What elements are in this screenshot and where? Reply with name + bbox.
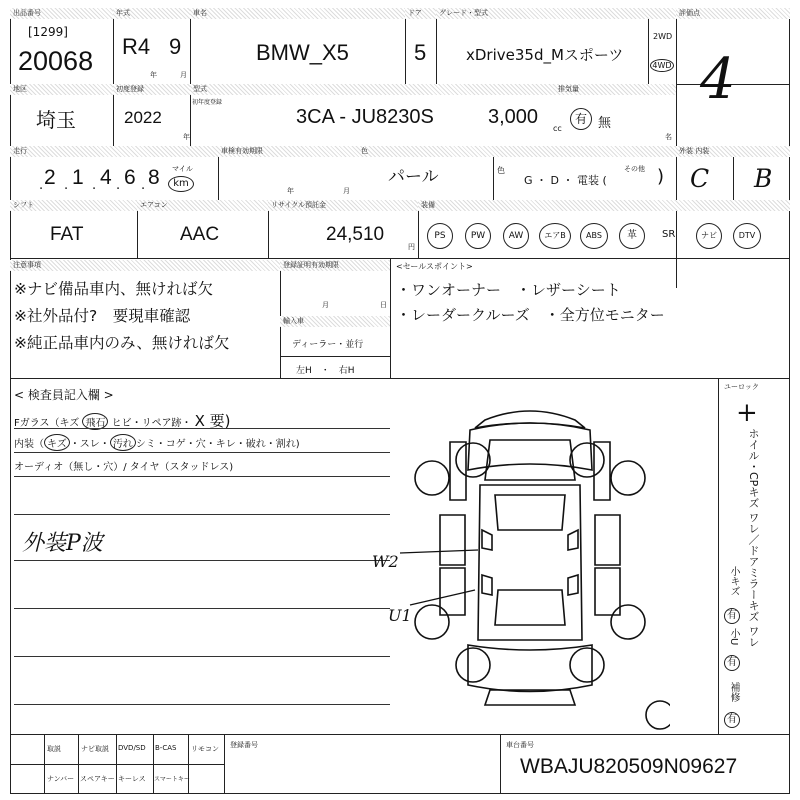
ruled-line [14,476,390,477]
euro-label: ユーロック [724,383,759,391]
divider [10,734,790,735]
ruled-line [14,608,390,609]
digit-dot: · [39,182,44,197]
equip-aw: AW [503,223,529,249]
digit-dot: · [116,182,121,197]
mileage-digit: 4 [100,166,112,189]
interior-mid: ・スレ・ [69,439,110,450]
region-header: 地区 [10,84,113,95]
sales-point: ・レーダークルーズ ・全方位モニター [396,306,665,324]
equip-ps: PS [427,223,453,249]
divider [224,734,225,794]
drive-2wd: 2WD [653,32,673,41]
interior-post: シミ・コゲ・穴・キレ・破れ・割れ) [135,439,300,450]
recycle-fee: 24,510 [326,224,385,245]
first-reg-year: 2022 [124,108,162,127]
lot-header: 出品番号 [10,8,113,19]
drive-4wd: 4WD [650,59,674,72]
mileage-digit: 2 [44,166,56,189]
footer-item: キーレス [118,775,146,783]
doors-header: ドア [405,8,436,19]
history-yes: 有 [570,108,592,130]
recycle-header: リサイクル預託金 [268,200,418,211]
inspection-month-unit: 月 [343,187,350,195]
exterior-grade: C [690,164,710,193]
divider [10,764,224,765]
ruled-line [14,560,390,561]
footer-item: ナビ取説 [81,745,109,753]
lot-prefix: [1299] [28,25,68,39]
color-label: 色 [497,166,505,175]
ruled-line [14,704,390,705]
reg-number-label: 登録番号 [230,741,258,749]
equip-leather: 革 [619,223,645,249]
divider [280,356,390,357]
cc-header: 排気量 [555,84,676,95]
color-close: ) [657,166,665,187]
audio-line: オーディオ（無し・穴）/ タイヤ（スタッドレス) [14,462,234,473]
equipment-header: 装備 [418,200,790,211]
region-value: 埼玉 [36,108,76,132]
footer-item: スマートキー [154,776,190,783]
handle-option: 左H ・ 右H [296,366,355,376]
grade-text: xDrive35d_Mスポーツ [466,46,624,64]
repair-label: 補修 [728,682,739,702]
wheel-mirror-text: ホイル・CPキズ ワレ／ドアミラーキズ ワレ [747,428,760,648]
cc-unit: cc [553,124,562,133]
footer-item: スペアキー [80,775,115,783]
digit-dot: · [64,182,69,197]
footer-item: 取説 [47,745,61,753]
reg-month-label: 月 [322,301,329,309]
equip-dtv: DTV [733,223,761,249]
door-count: 5 [414,40,427,65]
divider [10,378,790,379]
mileage-digit: 1 [72,166,84,189]
small-dent-value: 有 [724,655,740,671]
repair-value: 有 [724,712,740,728]
glass-label: Fガラス（キズ [14,418,80,429]
small-scratch-value: 有 [724,608,740,624]
damage-mark-u1: U1 [388,606,412,625]
interior-line [14,434,300,451]
mileage-digit: 8 [148,166,160,189]
type-header: 型式 [190,84,555,95]
divider [190,8,191,84]
history-no: 無 [598,116,612,131]
handwritten-note: 外装P波 [22,531,103,556]
divider [188,734,189,794]
sales-points-header: <セールスポイント> [396,262,473,271]
divider [44,734,45,794]
mileage-unit-km: km [168,176,194,192]
displacement: 3,000 [488,106,539,128]
year-header: 年式 [113,8,190,19]
glass-chip: 飛石 [82,413,108,430]
small-scratch-label: 小キズ [728,566,739,596]
model-code: 3CA - JU8230S [296,106,434,128]
shift-value: FAT [50,224,84,245]
year-month: 9 [169,34,182,59]
divider [500,734,501,794]
aircon-header: エアコン [137,200,268,211]
ruled-line [14,656,390,657]
digit-dot: · [92,182,97,197]
divider [116,734,117,794]
import-header: 輸入車 [280,316,390,327]
divider [153,734,154,794]
reg-note: 初年度登録 [192,99,223,106]
footer-item: DVD/SD [118,744,146,752]
equip-pw: PW [465,223,491,249]
color-value: パール [388,167,439,187]
equip-airbag: エアB [539,223,571,249]
ruled-line [14,428,390,429]
divider [10,258,790,259]
mileage-unit-mile: マイル [172,165,193,173]
divider [718,378,719,734]
inspection-year-unit: 年 [287,187,294,195]
color-other: その他 [624,165,645,173]
color-options: G ・ D ・ 電装 ( [524,174,607,187]
euro-check: + [736,398,758,428]
small-dent-label: 小U [728,628,739,646]
inspector-title: < 検査員記入欄 > [14,388,114,402]
sales-point: ・ワンオーナー ・レザーシート [396,281,621,299]
interior-pre: 内装（ [14,439,44,450]
divider [648,8,649,84]
equip-navi: ナビ [696,223,722,249]
score-value: 4 [700,47,736,112]
model-name: BMW_X5 [256,40,349,65]
first-reg-header: 初度登録 [113,84,190,95]
ruled-line [14,514,390,515]
damage-mark-w2: W2 [372,552,399,571]
mileage-header: 走行 [10,146,218,157]
dealer-option: ディーラー・並行 [292,340,364,350]
ext-int-header: 外装 内装 [676,146,790,157]
shift-header: シフト [10,200,137,211]
chassis-number: WBAJU820509N09627 [520,755,738,778]
reg-day-label: 日 [380,301,387,309]
year-era: R4 [122,34,151,59]
interior-grade: B [754,164,773,193]
first-reg-year-unit: 年 [183,133,190,141]
year-unit: 年 [150,71,157,79]
mileage-digit: 6 [124,166,136,189]
color-header: 色 [358,146,676,157]
equip-abs: ABS [580,223,608,249]
notes-header: 注意事項 [10,260,280,271]
footer-item: ナンバー [47,775,75,783]
digit-dot: · [141,182,146,197]
chassis-label: 車台番号 [506,741,534,749]
equip-sr: SR [662,229,676,240]
divider [390,258,391,378]
footer-item: B-CAS [155,744,177,752]
note-item: ※純正品車内のみ、無ければ欠 [14,334,230,352]
reg-expiry-header: 登録証明有効期限 [280,260,390,271]
interior-stain: 汚れ [110,434,136,451]
model-header: 車名 [190,8,405,19]
lot-number: 20068 [18,46,94,76]
inspection-header: 車検有効期限 [218,146,358,157]
divider [113,8,114,84]
grade-header: グレード・型式 [436,8,676,19]
car-diagram [370,400,670,730]
glass-x: X 要) [194,412,231,430]
divider [436,8,437,84]
interior-scratch: キズ [44,434,70,451]
glass-rest: ヒビ・リペア跡・ [111,418,192,429]
note-item: ※ナビ備品車内、無ければ欠 [14,280,213,298]
month-unit: 月 [180,71,187,79]
footer-item: リモコン [191,745,219,753]
aircon-value: AAC [180,224,220,245]
note-item: ※社外品付? 要現車確認 [14,307,191,325]
divider [405,8,406,84]
divider [78,734,79,794]
ruled-line [14,452,390,453]
yen-unit: 円 [408,243,415,251]
score-header: 評価点 [676,8,790,19]
name-unit: 名 [665,133,672,141]
